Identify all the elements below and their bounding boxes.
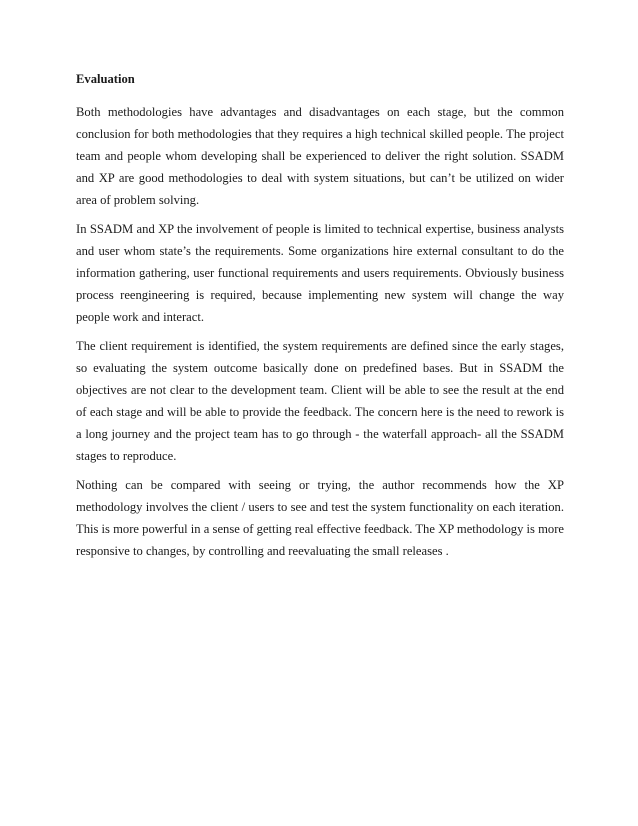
paragraph-3: The client requirement is identified, the system requirements are defined since the early stages, so evaluating the system outcome basically done on predefined bases. But in SSADM the objectives are not clear to the development team. Client will be able to see the result at the end of each stage and will be able to provide the feedback. The concern here is the need to rework is a long journey and the project team has to go through - the waterfall approach- all the SSADM stages to reproduce.	[76, 339, 564, 463]
paragraph-1: Both methodologies have advantages and disadvantages on each stage, but the common conclusion for both methodologies that they requires a high technical skilled people. The project team and people whom developing shall be experienced to deliver the right solution. SSADM and XP are good methodologies to deal with system situations, but can’t be utilized on wider area of problem solving.	[76, 105, 564, 207]
paragraph-2: In SSADM and XP the involvement of people is limited to technical expertise, business analysts and user whom state’s the requirements. Some organizations hire external consultant to do the information gathering, user functional requirements and users requirements. Obviously business process reengineering is required, because implementing new system will change the way people work and interact.	[76, 222, 564, 324]
paragraph-4: Nothing can be compared with seeing or trying, the author recommends how the XP methodology involves the client / users to see and test the system functionality on each iteration. This is more powerful in a sense of getting real effective feedback. The XP methodology is more responsive to changes, by controlling and reevaluating the small releases .	[76, 478, 564, 558]
document-body	[76, 68, 564, 569]
section-heading: Evaluation	[76, 72, 135, 86]
